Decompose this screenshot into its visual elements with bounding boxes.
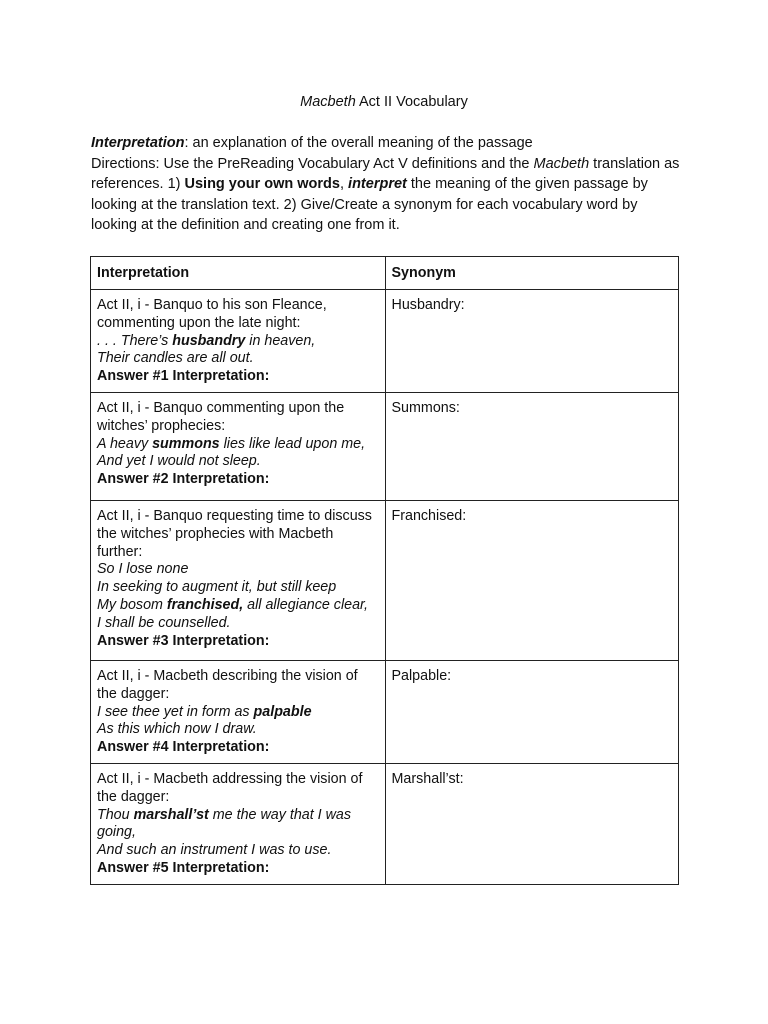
table-row xyxy=(91,660,679,763)
passage-quote-line: I see thee yet in form as palpable xyxy=(97,703,312,720)
page-title xyxy=(0,93,768,111)
directions-part-5: , xyxy=(339,176,349,193)
synonym-cell[interactable] xyxy=(385,392,678,500)
synonym-label: Palpable: xyxy=(391,667,452,684)
passage-context: Act II, i - Banquo requesting time to discuss the witches’ prophecies with Macbeth further: xyxy=(97,507,372,560)
answer-label: Answer #1 Interpretation: xyxy=(97,368,270,385)
vocab-word: palpable xyxy=(253,703,312,720)
synonym-cell[interactable] xyxy=(385,290,678,393)
directions-part-7: the meaning of the given passage by looking at the translation text. 2) Give/Create a synonym for each vocabulary word by looking at the definition and creating one from it. xyxy=(91,176,648,234)
directions xyxy=(91,154,681,236)
passage-quote-line: A heavy summons lies like lead upon me, xyxy=(97,435,366,452)
passage-quote-line: Thou marshall’st me the way that I was going, xyxy=(97,806,352,841)
table-header-row xyxy=(91,257,679,290)
synonym-label: Marshall’st: xyxy=(391,770,464,787)
vocabulary-table xyxy=(90,256,679,885)
passage-context: Act II, i - Macbeth addressing the vision of the dagger: xyxy=(97,770,363,805)
interpretation-definition-text: : an explanation of the overall meaning of the passage xyxy=(184,135,533,151)
passage-context: Act II, i - Banquo to his son Fleance, commenting upon the late night: xyxy=(97,297,327,331)
vocab-word: franchised, xyxy=(166,596,244,613)
title-play-name: Macbeth xyxy=(300,94,356,110)
interpretation-cell[interactable] xyxy=(91,290,386,393)
title-rest: Act II Vocabulary xyxy=(355,94,468,110)
directions-own-words: Using your own words xyxy=(184,176,340,193)
passage-quote-line: In seeking to augment it, but still keep xyxy=(97,579,337,596)
answer-label: Answer #3 Interpretation: xyxy=(97,632,270,649)
header-interpretation: Interpretation xyxy=(91,257,386,290)
interpretation-definition xyxy=(91,133,681,154)
interpretation-cell[interactable] xyxy=(91,392,386,500)
directions-part-1: Directions: Use the PreReading Vocabulary Act V definitions and the xyxy=(91,155,534,172)
directions-part-3: translation as references. 1) xyxy=(91,155,680,193)
passage-quote-line: As this which now I draw. xyxy=(97,721,257,738)
directions-interpret: interpret xyxy=(348,176,407,193)
interpretation-cell[interactable] xyxy=(91,500,386,660)
table-row xyxy=(91,763,679,884)
directions-play-name: Macbeth xyxy=(533,155,590,172)
answer-label: Answer #2 Interpretation: xyxy=(97,471,270,488)
vocab-word: summons xyxy=(152,435,220,452)
table-row xyxy=(91,290,679,393)
synonym-cell[interactable] xyxy=(385,763,678,884)
passage-quote-line: And such an instrument I was to use. xyxy=(97,842,332,859)
synonym-cell[interactable] xyxy=(385,660,678,763)
passage-context: Act II, i - Macbeth describing the vision of the dagger: xyxy=(97,667,358,702)
passage-quote-line: My bosom franchised, all allegiance clear, xyxy=(97,596,368,613)
passage-quote-line: And yet I would not sleep. xyxy=(97,453,261,470)
passage-quote-line: So I lose none xyxy=(97,561,189,578)
table-row xyxy=(91,500,679,660)
synonym-label: Husbandry: xyxy=(391,297,465,313)
synonym-cell[interactable] xyxy=(385,500,678,660)
vocab-word: husbandry xyxy=(172,332,246,349)
interpretation-cell[interactable] xyxy=(91,660,386,763)
synonym-label: Summons: xyxy=(391,399,460,416)
answer-label: Answer #4 Interpretation: xyxy=(97,739,270,756)
answer-label: Answer #5 Interpretation: xyxy=(97,859,270,876)
intro-section xyxy=(91,133,681,236)
interpretation-term: Interpretation xyxy=(91,135,185,151)
passage-quote-line: . . . There’s husbandry in heaven, xyxy=(97,332,316,349)
table-row xyxy=(91,392,679,500)
passage-quote-line: Their candles are all out. xyxy=(97,350,254,367)
passage-context: Act II, i - Banquo commenting upon the witches’ prophecies: xyxy=(97,399,345,434)
passage-quote-line: I shall be counselled. xyxy=(97,614,231,631)
interpretation-cell[interactable] xyxy=(91,763,386,884)
header-synonym: Synonym xyxy=(385,257,678,290)
vocab-word: marshall’st xyxy=(133,806,209,823)
synonym-label: Franchised: xyxy=(391,507,467,524)
